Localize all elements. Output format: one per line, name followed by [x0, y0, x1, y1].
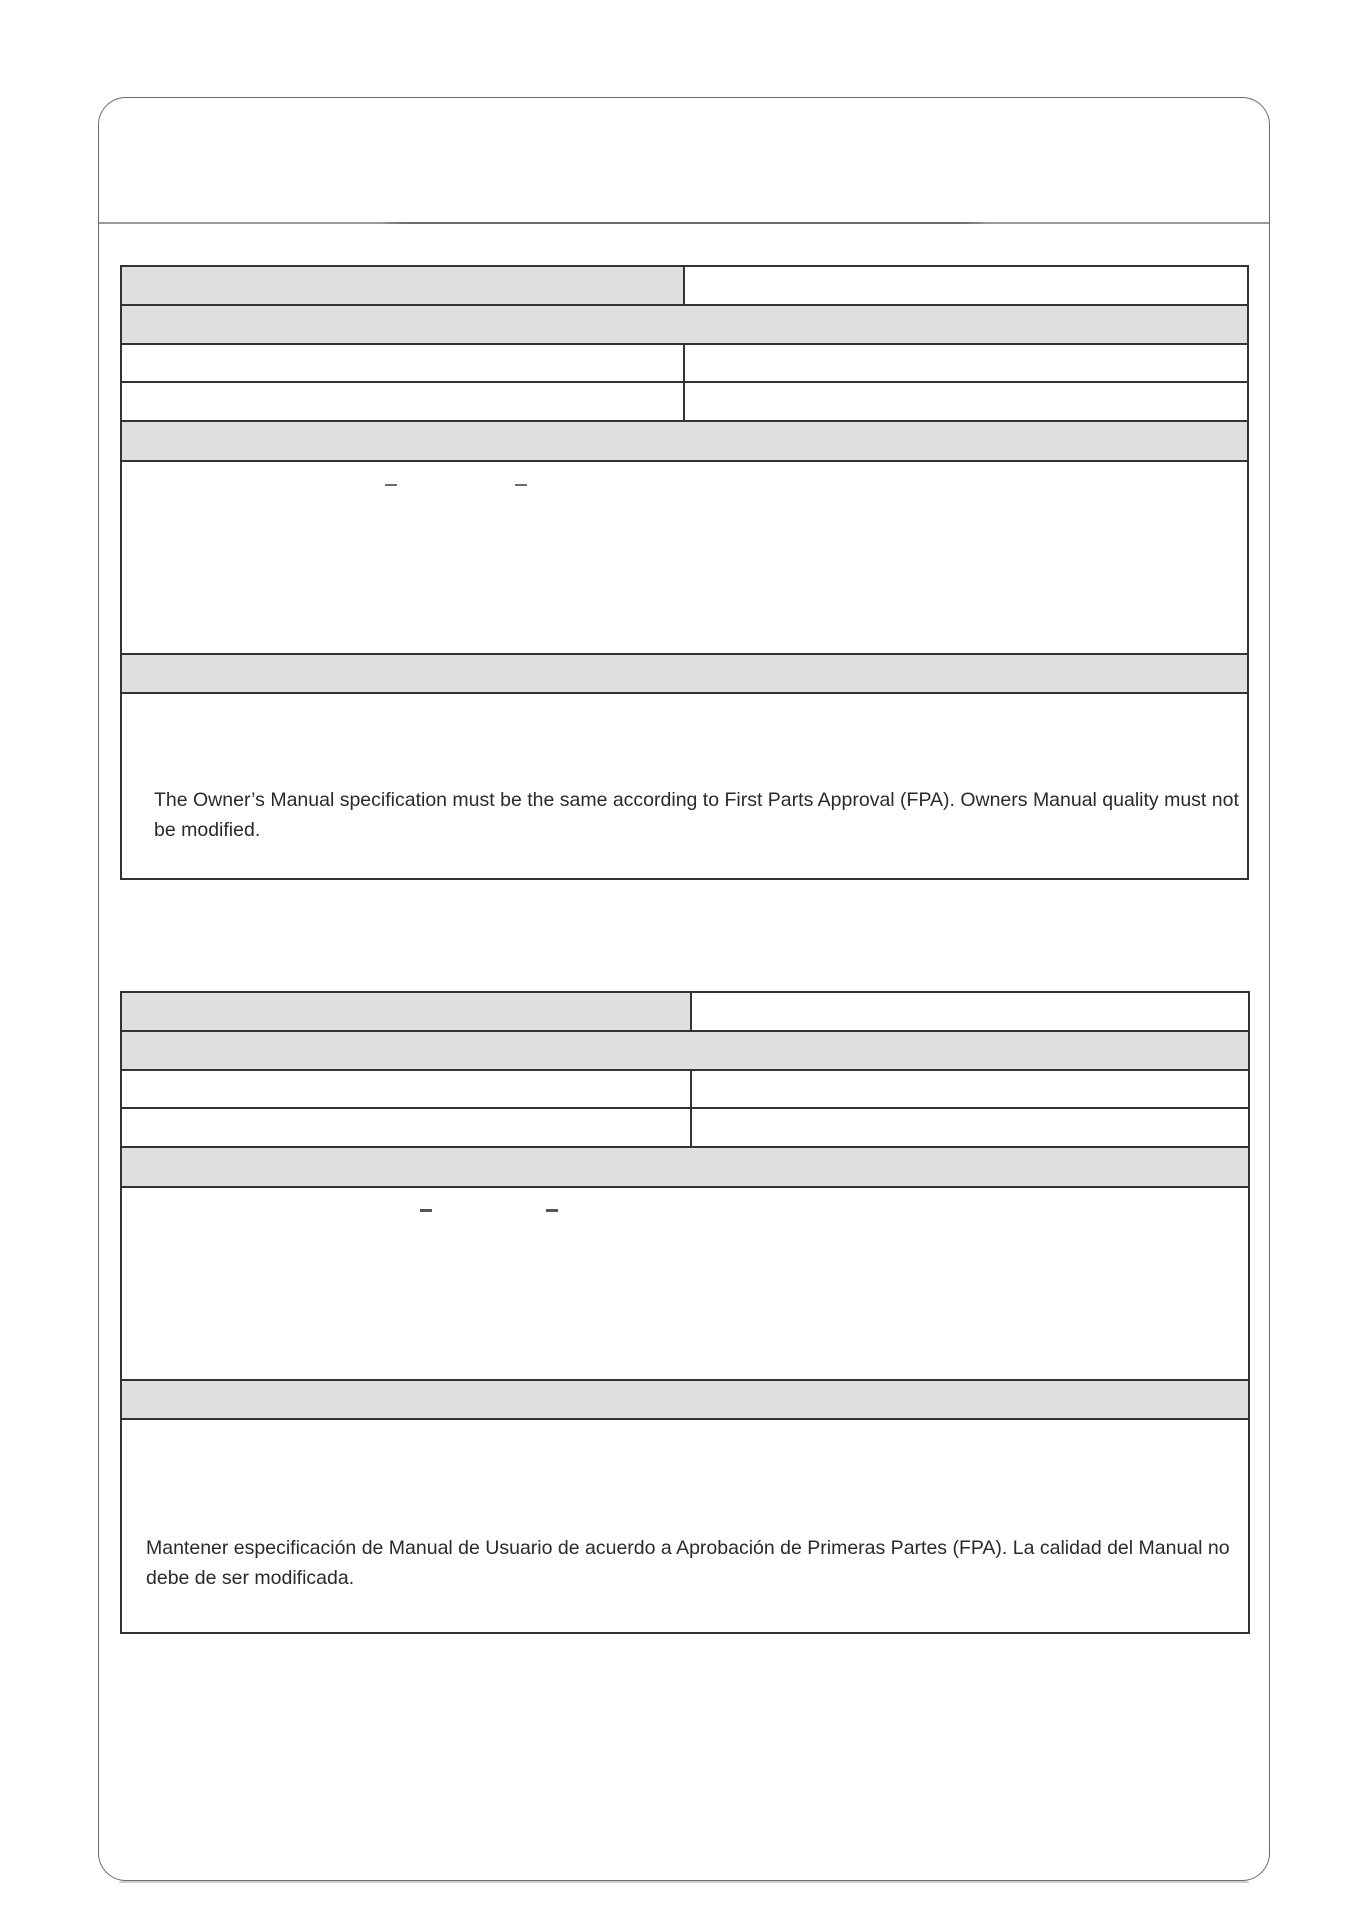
- value-cell[interactable]: [685, 345, 1247, 381]
- label-cell: [122, 1071, 692, 1107]
- section-header-row: [122, 1381, 1248, 1420]
- label-cell: [122, 267, 685, 304]
- table-row: [122, 383, 1247, 422]
- value-cell[interactable]: [692, 993, 1248, 1030]
- section-header-row: [122, 655, 1247, 694]
- section-header-row: [122, 306, 1247, 345]
- table-row: [122, 993, 1248, 1032]
- value-cell[interactable]: [685, 383, 1247, 420]
- table-row: [122, 1109, 1248, 1148]
- section-header-row: [122, 1148, 1248, 1188]
- page-header-area: [100, 100, 1268, 220]
- value-cell[interactable]: [692, 1109, 1248, 1146]
- spec-table-english: [120, 265, 1249, 880]
- dash-mark: [515, 484, 527, 486]
- content-row: [122, 462, 1247, 655]
- dash-mark: [385, 484, 397, 486]
- label-cell: [122, 345, 685, 381]
- spec-table-spanish: [120, 991, 1250, 1634]
- fpa-note-text: The Owner’s Manual specification must be the same according to First Parts Approval (FPA). Owners Manual quality must not be modified.: [154, 789, 1239, 841]
- dash-mark: [420, 1209, 432, 1212]
- value-cell[interactable]: [685, 267, 1247, 304]
- fpa-note-text: Mantener especificación de Manual de Usuario de acuerdo a Aprobación de Primeras Partes (FPA). La calidad del Manual no debe de ser modificada.: [146, 1537, 1230, 1589]
- dash-mark: [546, 1209, 558, 1212]
- label-cell: [122, 1109, 692, 1146]
- table-row: [122, 345, 1247, 383]
- header-divider: [99, 222, 1269, 224]
- label-cell: [122, 993, 692, 1030]
- table-row: [122, 1071, 1248, 1109]
- table-row: [122, 267, 1247, 306]
- value-cell[interactable]: [692, 1071, 1248, 1107]
- label-cell: [122, 383, 685, 420]
- section-header-row: [122, 1032, 1248, 1071]
- note-row: [122, 1420, 1248, 1632]
- section-header-row: [122, 422, 1247, 462]
- content-row: [122, 1188, 1248, 1381]
- note-row: [122, 694, 1247, 878]
